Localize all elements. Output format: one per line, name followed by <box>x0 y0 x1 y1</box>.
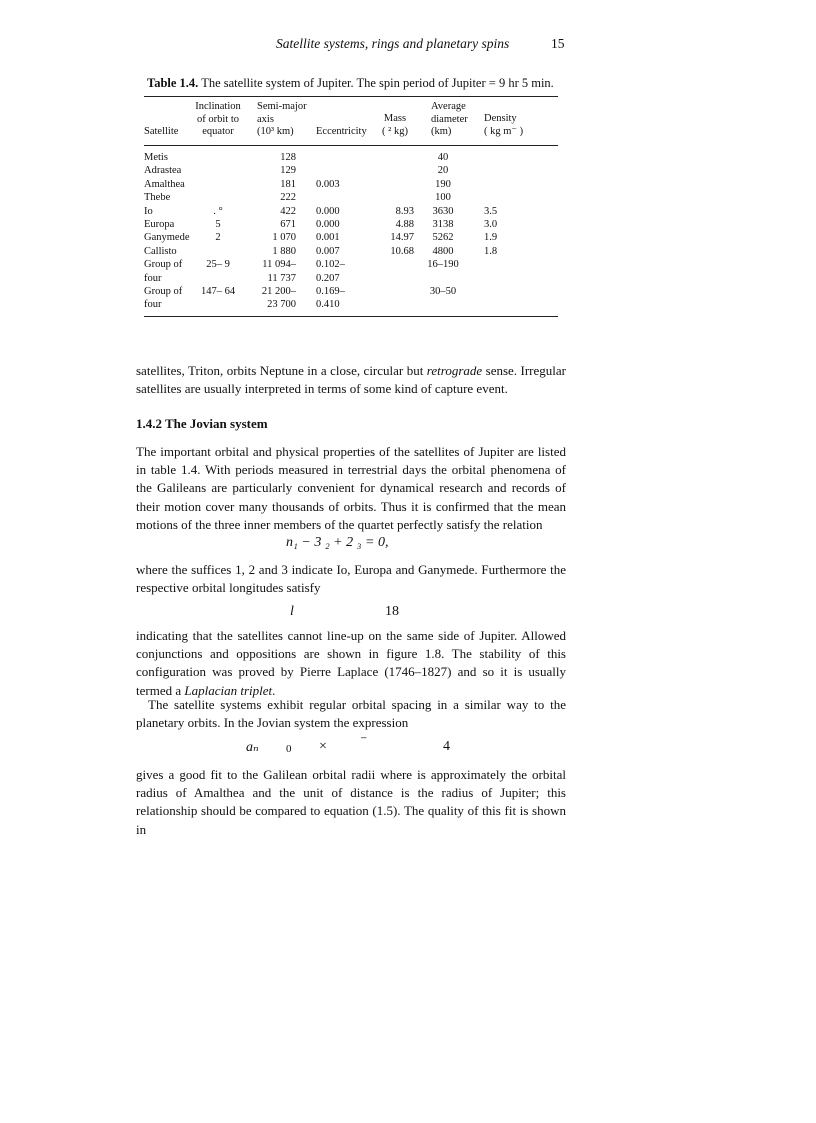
running-title: Satellite systems, rings and planetary spins <box>276 36 510 51</box>
header-eccentricity: Eccentricity <box>316 126 367 137</box>
header-inclination-line2: of orbit to <box>197 113 239 125</box>
cell-satellite: Group of <box>144 259 183 271</box>
cell-axis: 129 <box>280 165 296 177</box>
cell-axis: 671 <box>280 219 296 230</box>
paragraph-orbital-spacing: The satellite systems exhibit regular orbital spacing in a similar way to the planetary orbits. In the Jovian system the expression <box>136 697 566 731</box>
cell-diameter: 5262 <box>432 232 454 244</box>
cell-diameter: 20 <box>437 165 449 177</box>
equation-spacing-minus: ⁻ <box>360 734 368 749</box>
cell-axis: 1 880 <box>272 245 296 257</box>
equation-spacing-sub0: 0 <box>286 743 292 755</box>
equation-longitudes-right: 18 <box>385 604 399 619</box>
cell-mass: 14.97 <box>390 232 414 244</box>
cell-density: 1.9 <box>484 232 498 244</box>
header-axis-line1: Semi-major <box>257 101 307 112</box>
cell-diameter: 40 <box>437 152 449 163</box>
header-diameter-line3: (km) <box>431 126 452 137</box>
cell-satellite: Io <box>144 205 153 217</box>
cell-axis: 11 737 <box>267 272 296 284</box>
cell-inclination: 147– 64 <box>200 286 236 297</box>
header-inclination <box>186 101 250 139</box>
paragraph-4-text-b: . <box>272 682 276 698</box>
cell-satellite: Ganymede <box>144 232 190 244</box>
header-axis-line2: axis <box>257 113 274 125</box>
section-heading: 1.4.2 The Jovian system <box>136 416 268 431</box>
header-mass-line2: ( ² kg) <box>382 125 408 137</box>
cell-density: 3.5 <box>484 205 498 217</box>
cell-eccentricity: 0.207 <box>316 272 340 284</box>
equation-2-left: l <box>290 604 294 619</box>
equation-1-text: n₁ − 3 ₂ + 2 ₃ = 0, <box>286 535 389 550</box>
cell-axis: 23 700 <box>267 299 296 311</box>
header-inclination-line3: equator <box>202 126 234 137</box>
table-header-rule <box>144 145 558 146</box>
cell-inclination: . ° <box>213 205 223 217</box>
cell-inclination: 2 <box>215 232 221 244</box>
cell-satellite: Adrastea <box>144 165 182 177</box>
equation-longitudes-left <box>290 604 294 620</box>
paragraph-1-text-a: satellites, Triton, orbits Neptune in a close, circular but <box>136 363 427 378</box>
header-density-line1: Density <box>484 113 517 124</box>
cell-satellite: Europa <box>144 219 175 230</box>
header-density-line2: ( kg m⁻ ) <box>484 125 524 137</box>
cell-mass: 4.88 <box>395 219 414 230</box>
paragraph-1-text-b: sense. Irregular satellites are usually interpreted in terms of some kind of capture event. <box>136 363 566 397</box>
cell-eccentricity: 0.410 <box>316 299 340 311</box>
cell-eccentricity: 0.102– <box>316 259 345 271</box>
cell-satellite: Callisto <box>144 245 177 257</box>
equation-spacing-four: 4 <box>443 739 450 754</box>
cell-diameter: 3138 <box>432 219 454 230</box>
paragraph-galilean-fit: gives a good fit to the Galilean orbital radii where is approximately the orbital radius of Amalthea and the unit of distance is the radius of Jupiter; this relationship should be compared to equation (1.5). The quality of this fit is shown in <box>136 767 566 837</box>
header-diameter-line2: diameter <box>431 113 468 125</box>
cell-satellite: Group of <box>144 286 183 297</box>
paragraph-irregular-satellites <box>136 362 566 398</box>
cell-diameter: 30–50 <box>429 286 457 297</box>
cell-eccentricity: 0.169– <box>316 286 345 297</box>
cell-axis: 1 070 <box>272 232 296 244</box>
cell-mass: 10.68 <box>390 245 414 257</box>
paragraph-4-emphasis: Laplacian triplet <box>184 682 273 698</box>
paragraph-jovian-properties: The important orbital and physical properties of the satellites of Jupiter are listed in table 1.4. With periods measured in terrestrial days the orbital phenomena of the Galileans are particularly convenient for dynamical research and records of their motion cover many thousands of orbits. Thus it is confirmed that the mean motions of the three inner members of the quartet perfectly satisfy the relation <box>136 444 566 532</box>
equation-3-an: aₙ <box>246 740 259 755</box>
header-inclination-line1: Inclination <box>195 101 241 112</box>
header-axis-line3: (10³ km) <box>257 126 294 137</box>
cell-density: 3.0 <box>484 219 498 230</box>
table-label: Table 1.4. <box>147 76 199 90</box>
cell-diameter: 100 <box>435 192 451 204</box>
cell-diameter: 16–190 <box>427 259 459 271</box>
cell-eccentricity: 0.007 <box>316 245 340 257</box>
table-bottom-rule <box>144 316 558 317</box>
cell-eccentricity: 0.000 <box>316 219 340 230</box>
header-diameter-line1: Average <box>431 101 466 112</box>
cell-satellite: Amalthea <box>144 178 185 190</box>
cell-density: 1.8 <box>484 245 498 257</box>
equation-spacing-an <box>246 739 259 756</box>
cell-inclination: 25– 9 <box>206 259 230 271</box>
cell-satellite: four <box>144 299 162 311</box>
header-diameter <box>431 101 468 139</box>
page-number: 15 <box>551 36 565 51</box>
header-mass-line1: Mass <box>383 113 407 124</box>
header-satellite: Satellite <box>144 126 179 137</box>
cell-axis: 222 <box>280 192 296 204</box>
table-top-rule <box>144 96 558 97</box>
cell-diameter: 190 <box>435 178 451 190</box>
cell-satellite: Metis <box>144 152 168 163</box>
equation-mean-motion <box>286 535 388 551</box>
paragraph-suffices: where the suffices 1, 2 and 3 indicate Io, Europa and Ganymede. Furthermore the respective orbital longitudes satisfy <box>136 562 566 596</box>
paragraph-1-emphasis: retrograde <box>426 363 483 378</box>
header-density <box>484 113 523 138</box>
header-mass <box>372 113 418 138</box>
cell-axis: 181 <box>280 178 296 190</box>
cell-inclination: 5 <box>215 219 221 230</box>
table-caption <box>147 76 554 91</box>
cell-satellite: four <box>144 272 162 284</box>
cell-eccentricity: 0.001 <box>316 232 340 244</box>
cell-axis: 21 200– <box>261 286 296 297</box>
paragraph-laplacian-triplet <box>136 627 566 700</box>
cell-diameter: 3630 <box>432 205 454 217</box>
cell-mass: 8.93 <box>395 205 414 217</box>
cell-diameter: 4800 <box>432 245 454 257</box>
cell-eccentricity: 0.003 <box>316 178 340 190</box>
cell-axis: 128 <box>280 152 296 163</box>
equation-spacing-times: × <box>319 739 327 754</box>
cell-axis: 422 <box>280 205 296 217</box>
table-caption-text: The satellite system of Jupiter. The spin period of Jupiter = 9 hr 5 min. <box>201 76 554 90</box>
paragraph-4-text-a: indicating that the satellites cannot line-up on the same side of Jupiter. Allowed conjunctions and oppositions are shown in figure 1.8. The stability of this configuration was proved by Pierre Laplace (1746–1827) and so it is usually termed a <box>136 628 566 698</box>
header-axis <box>257 101 307 139</box>
cell-satellite: Thebe <box>144 192 171 204</box>
cell-axis: 11 094– <box>262 259 296 271</box>
cell-eccentricity: 0.000 <box>316 205 340 217</box>
